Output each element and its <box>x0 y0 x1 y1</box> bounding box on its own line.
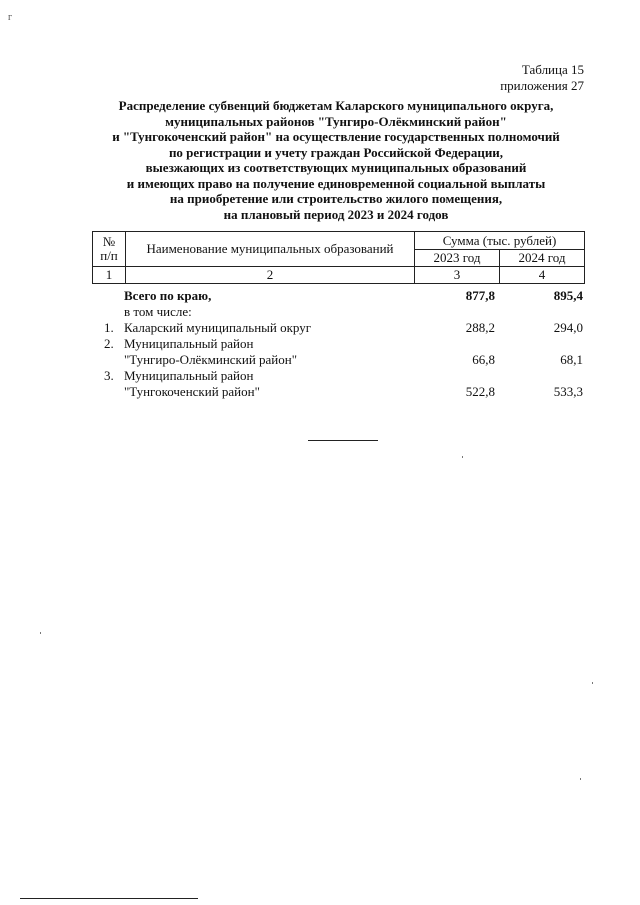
row-2023: 66,8 <box>472 352 495 367</box>
title-line: по регистрации и учету граждан Российской Федерации, <box>168 144 504 160</box>
table-row <box>92 320 585 336</box>
end-divider <box>308 440 378 441</box>
row-2024: 68,1 <box>560 352 583 367</box>
table-row <box>92 336 585 352</box>
col-number-1: 1 <box>93 267 126 284</box>
table-body <box>92 288 585 400</box>
title-line: и "Тунгокоченский район" на осуществление государственных полномочий <box>112 129 560 144</box>
row-name-continued: "Тунгиро-Олёкминский район" <box>124 352 298 367</box>
row-2023: 522,8 <box>465 384 495 399</box>
title-line: на приобретение или строительство жилого помещения, <box>169 191 503 206</box>
title-line: на плановый период 2023 и 2024 годов <box>223 206 449 222</box>
total-2023: 877,8 <box>465 288 495 303</box>
row-num: 3. <box>104 368 114 383</box>
table-row-continued <box>92 352 585 368</box>
title-line: муниципальных районов "Тунгиро-Олёкминский район" <box>165 113 507 129</box>
including-label: в том числе: <box>124 304 192 319</box>
document-title <box>96 98 576 222</box>
title-line: выезжающих из соответствующих муниципальных образований <box>145 160 527 175</box>
row-num <box>92 288 124 304</box>
row-name: Муниципальный район <box>124 368 254 383</box>
row-name: Каларский муниципальный округ <box>124 320 312 335</box>
table-header <box>92 231 585 284</box>
total-row <box>92 288 585 304</box>
header-year-2023: 2023 год <box>415 250 500 267</box>
header-name: Наименование муниципальных образований <box>126 232 415 267</box>
including-row <box>92 304 585 320</box>
row-num <box>92 352 124 368</box>
row-2023: 288,2 <box>465 320 495 335</box>
scan-speck <box>580 778 581 780</box>
col-number-4: 4 <box>500 267 585 284</box>
scan-speck <box>40 632 41 634</box>
header-num-label: № п/п <box>100 234 118 263</box>
header-sum: Сумма (тыс. рублей) <box>415 232 585 250</box>
scan-speck <box>592 682 593 684</box>
title-line: Распределение субвенций бюджетам Каларского муниципального округа, <box>118 98 554 113</box>
total-label: Всего по краю, <box>124 288 212 303</box>
corner-mark: г <box>8 12 13 23</box>
row-name-continued: "Тунгокоченский район" <box>124 384 260 399</box>
row-name: Муниципальный район <box>124 336 254 351</box>
col-number-2: 2 <box>126 267 415 284</box>
col-number-3: 3 <box>415 267 500 284</box>
header-num <box>93 232 126 267</box>
header-year-2024: 2024 год <box>500 250 585 267</box>
table-number: Таблица 15 <box>521 62 584 77</box>
row-2024: 533,3 <box>553 384 583 399</box>
row-num <box>92 304 124 320</box>
table-reference <box>500 62 584 94</box>
row-2024: 294,0 <box>553 320 583 335</box>
table-row <box>92 368 585 384</box>
table-row-continued <box>92 384 585 400</box>
scan-speck <box>462 456 463 458</box>
appendix-number: приложения 27 <box>500 78 584 93</box>
title-line: и имеющих право на получение единовременной социальной выплаты <box>126 175 546 191</box>
row-num: 1. <box>104 320 114 335</box>
row-num <box>92 384 124 400</box>
footer-line <box>20 898 198 899</box>
total-2024: 895,4 <box>553 288 583 303</box>
row-num: 2. <box>104 336 114 351</box>
